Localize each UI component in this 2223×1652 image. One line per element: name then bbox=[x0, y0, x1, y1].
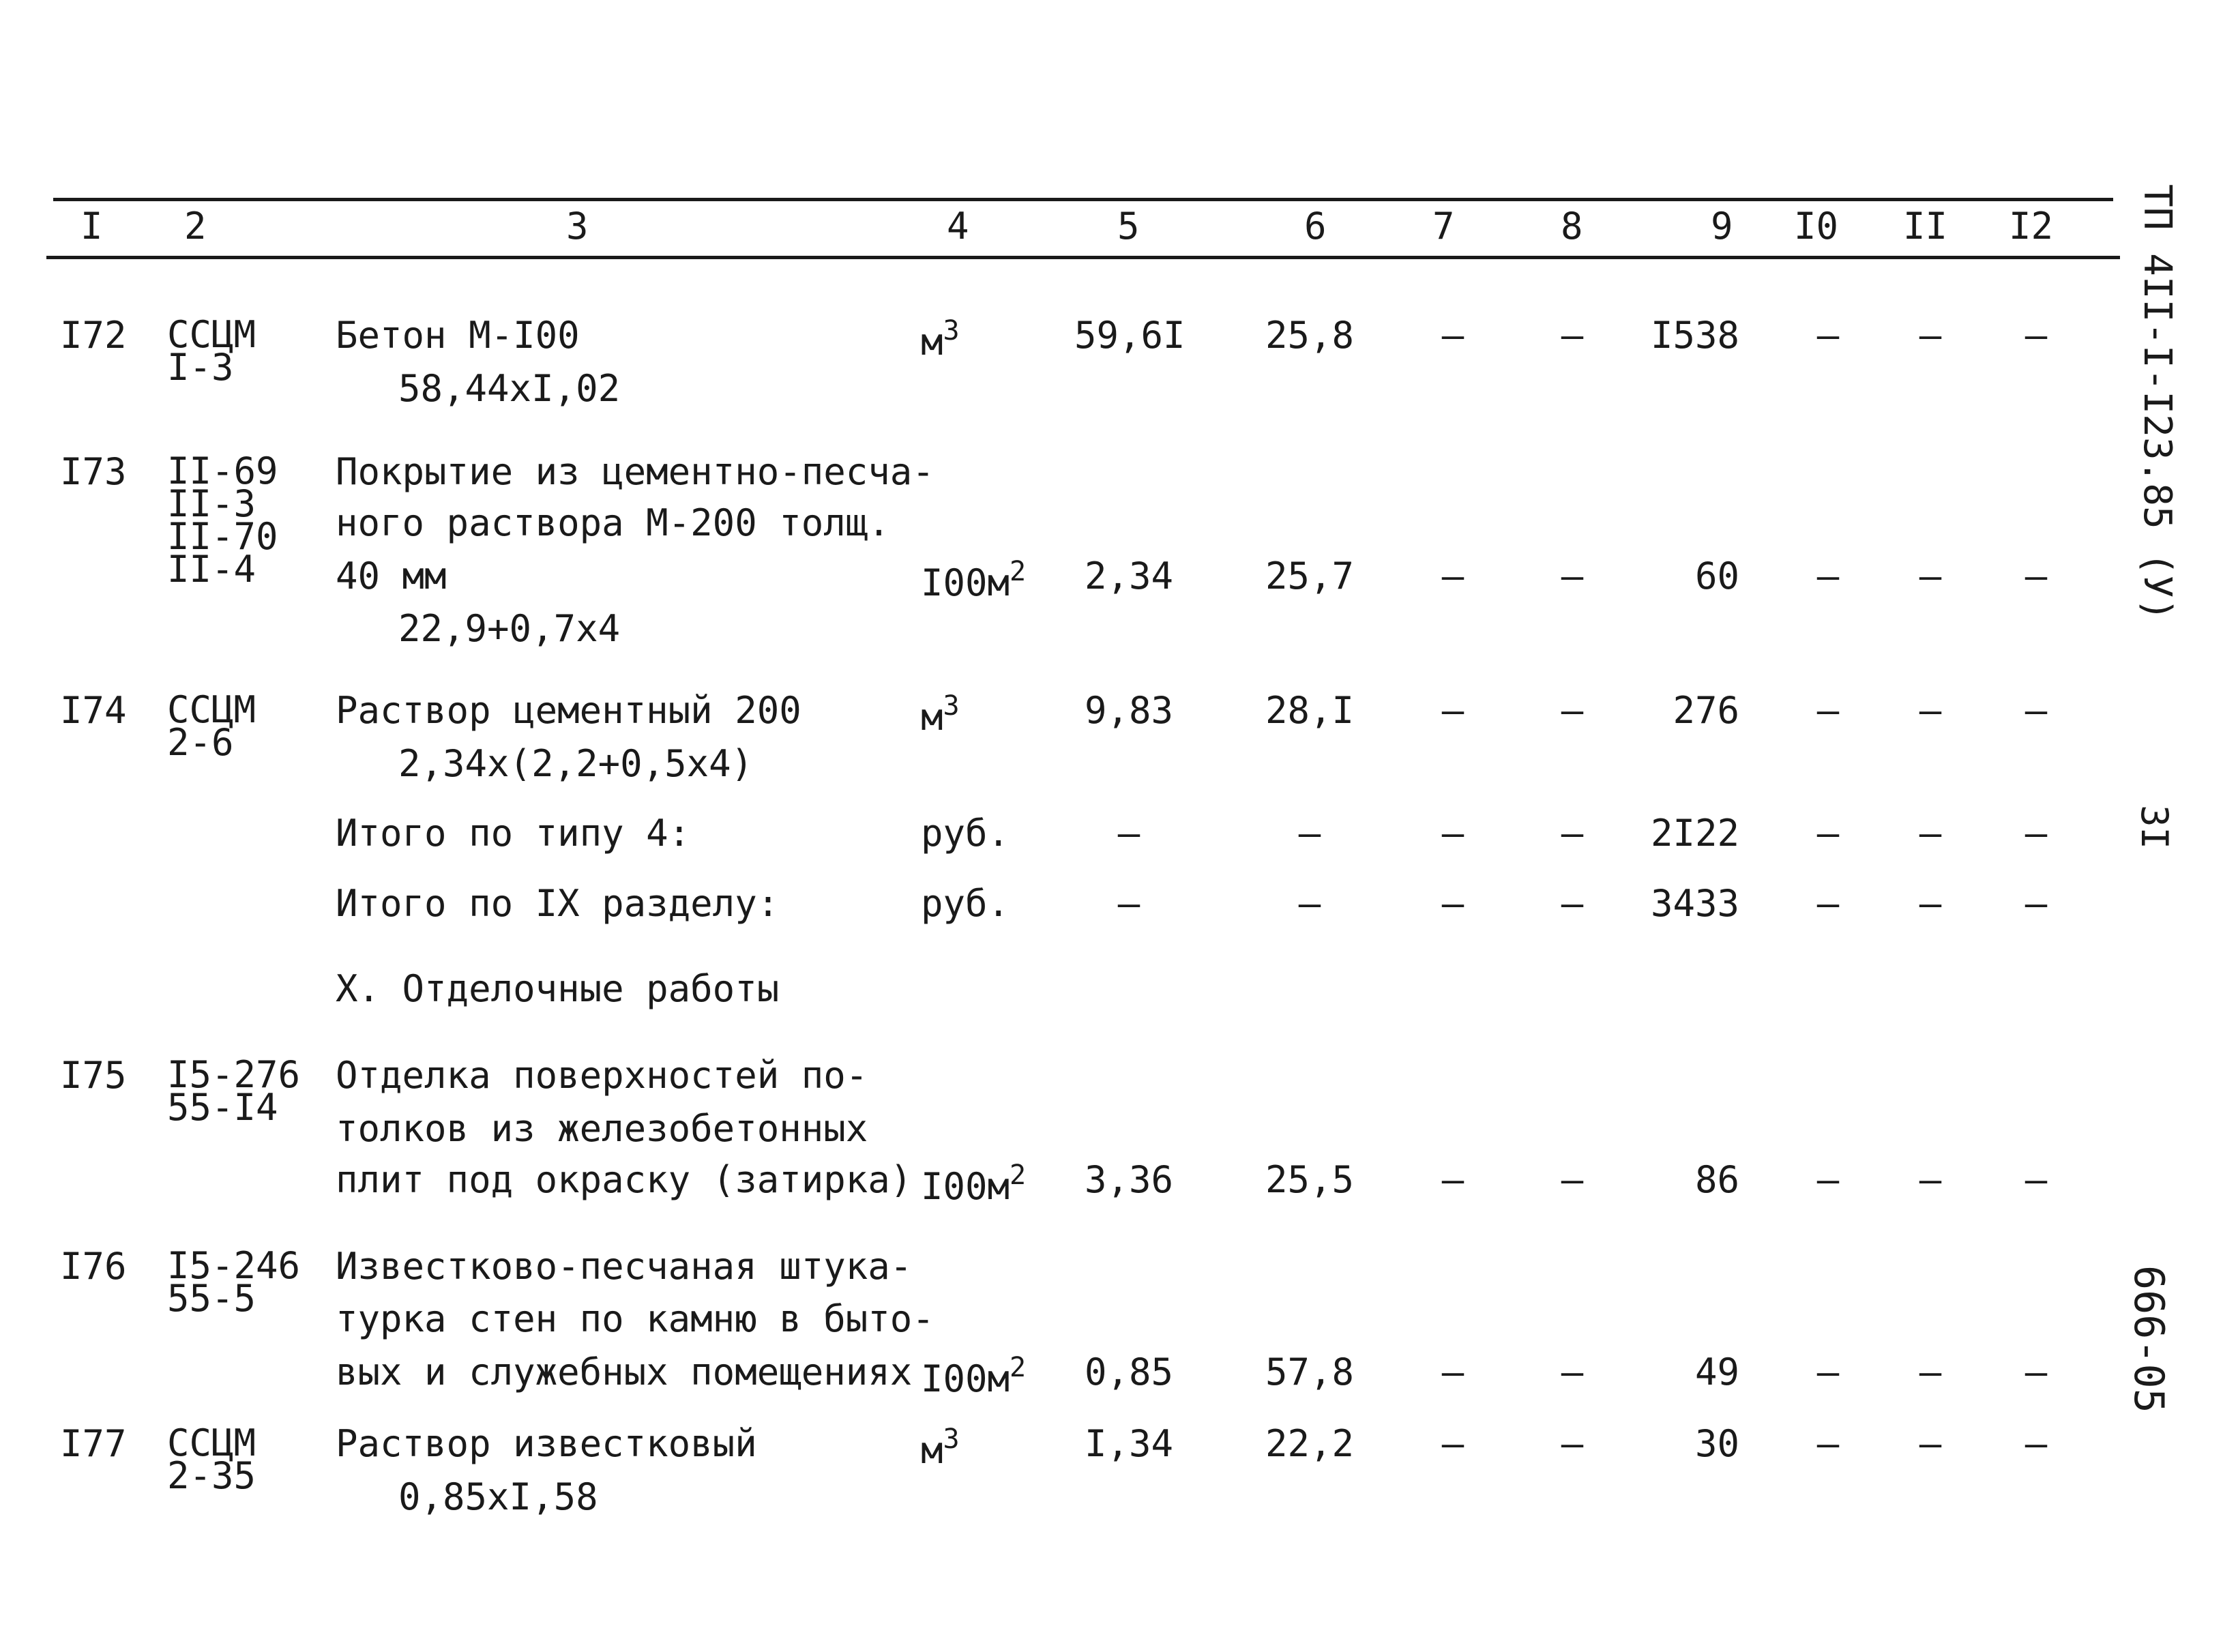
unit bbox=[921, 1424, 960, 1472]
col7-value: – bbox=[1441, 314, 1464, 357]
work-description: плит под окраску (затирка) bbox=[336, 1158, 913, 1201]
unit-superscript: 3 bbox=[943, 1424, 960, 1455]
row-number: I75 bbox=[60, 1054, 127, 1097]
col-header-3: 3 bbox=[566, 205, 589, 248]
unit-text: I00м bbox=[921, 1165, 1010, 1208]
norm-code: II-70 bbox=[167, 515, 278, 558]
quantity-calculation: 0,85хI,58 bbox=[398, 1475, 598, 1518]
row-number: I73 bbox=[60, 450, 127, 493]
col5-value: 3,36 bbox=[1084, 1158, 1174, 1201]
norm-code: II-3 bbox=[167, 482, 256, 525]
col5-value: I,34 bbox=[1084, 1422, 1174, 1465]
col9-value: 60 bbox=[1694, 555, 1739, 598]
col11-value: – bbox=[1919, 1351, 1942, 1393]
col-header-12: I2 bbox=[2009, 205, 2054, 248]
col-header-7: 7 bbox=[1432, 205, 1455, 248]
col9-value: 2I22 bbox=[1650, 812, 1739, 855]
col7-value: – bbox=[1441, 1422, 1464, 1465]
section-heading: Х. Отделочные работы bbox=[336, 967, 780, 1010]
row-number: I76 bbox=[60, 1245, 127, 1288]
norm-code: ССЦМ bbox=[167, 313, 256, 356]
work-description: Отделка поверхностей по- bbox=[336, 1054, 868, 1097]
col6-value: 22,2 bbox=[1265, 1422, 1355, 1465]
unit-text: м bbox=[921, 321, 943, 364]
col9-value: I538 bbox=[1650, 314, 1739, 357]
col12-value: – bbox=[2025, 689, 2048, 732]
col8-value: – bbox=[1561, 812, 1584, 855]
col10-value: – bbox=[1816, 1422, 1840, 1465]
col5-value: 2,34 bbox=[1084, 555, 1174, 598]
work-description: 40 мм bbox=[336, 555, 447, 598]
subtotal-label: Итого по IX разделу: bbox=[336, 882, 780, 925]
col8-value: – bbox=[1561, 314, 1584, 357]
col6-value: 25,7 bbox=[1265, 555, 1355, 598]
col5-value: 59,6I bbox=[1074, 314, 1186, 357]
unit-superscript: 3 bbox=[943, 315, 960, 346]
page-number: 3I bbox=[2133, 805, 2176, 850]
unit-text: м bbox=[921, 1429, 943, 1472]
col7-value: – bbox=[1441, 812, 1464, 855]
col-header-10: I0 bbox=[1794, 205, 1839, 248]
unit bbox=[921, 315, 960, 364]
col10-value: – bbox=[1816, 812, 1840, 855]
stamp-number: 666-05 bbox=[2125, 1265, 2173, 1413]
unit bbox=[921, 1354, 1026, 1398]
norm-code: 2-6 bbox=[167, 721, 234, 764]
unit-superscript: 2 bbox=[1010, 1160, 1027, 1191]
work-description: Бетон М-I00 bbox=[336, 314, 580, 357]
col8-value: – bbox=[1561, 882, 1584, 925]
col8-value: – bbox=[1561, 555, 1584, 598]
work-description: Известково-песчаная штука- bbox=[336, 1245, 913, 1288]
header-top-rule bbox=[53, 198, 2113, 201]
quantity-calculation: 58,44хI,02 bbox=[398, 367, 621, 410]
col10-value: – bbox=[1816, 689, 1840, 732]
col6-value: 25,8 bbox=[1265, 314, 1355, 357]
col-header-11: II bbox=[1903, 205, 1948, 248]
col10-value: – bbox=[1816, 314, 1840, 357]
col8-value: – bbox=[1561, 1158, 1584, 1201]
col9-value: 3433 bbox=[1650, 882, 1739, 925]
header-bottom-rule bbox=[46, 256, 2120, 259]
unit-text: I00м bbox=[921, 561, 1010, 604]
col-header-1: I bbox=[80, 205, 103, 248]
unit-text: I00м bbox=[921, 1357, 1010, 1400]
col12-value: – bbox=[2025, 812, 2048, 855]
work-description: Покрытие из цементно-песча- bbox=[336, 450, 934, 493]
norm-code: II-4 bbox=[167, 548, 256, 591]
col12-value: – bbox=[2025, 1158, 2048, 1201]
col7-value: – bbox=[1441, 1351, 1464, 1393]
col11-value: – bbox=[1919, 314, 1942, 357]
document-code: ТП 4II-I-I23.85 (У) bbox=[2135, 184, 2179, 621]
unit-superscript: 3 bbox=[943, 690, 960, 722]
row-number: I72 bbox=[60, 314, 127, 357]
col10-value: – bbox=[1816, 1351, 1840, 1393]
col11-value: – bbox=[1919, 1158, 1942, 1201]
work-description: Раствор известковый bbox=[336, 1422, 757, 1465]
norm-code: 2-35 bbox=[167, 1454, 256, 1497]
col-header-4: 4 bbox=[947, 205, 969, 248]
col12-value: – bbox=[2025, 882, 2048, 925]
unit bbox=[921, 690, 960, 739]
unit-superscript: 2 bbox=[1010, 556, 1027, 587]
col8-value: – bbox=[1561, 1422, 1584, 1465]
unit-text: м bbox=[921, 696, 943, 739]
col9-value: 276 bbox=[1673, 689, 1739, 732]
col12-value: – bbox=[2025, 1422, 2048, 1465]
norm-code: 55-I4 bbox=[167, 1086, 278, 1129]
col-header-6: 6 bbox=[1304, 205, 1327, 248]
col-header-2: 2 bbox=[184, 205, 207, 248]
col11-value: – bbox=[1919, 689, 1942, 732]
col6-value: – bbox=[1298, 812, 1321, 855]
col9-value: 49 bbox=[1694, 1351, 1739, 1393]
col-header-9: 9 bbox=[1711, 205, 1733, 248]
col12-value: – bbox=[2025, 314, 2048, 357]
col7-value: – bbox=[1441, 555, 1464, 598]
row-number: I74 bbox=[60, 689, 127, 732]
col7-value: – bbox=[1441, 882, 1464, 925]
col7-value: – bbox=[1441, 689, 1464, 732]
col6-value: 25,5 bbox=[1265, 1158, 1355, 1201]
col11-value: – bbox=[1919, 1422, 1942, 1465]
col-header-8: 8 bbox=[1561, 205, 1583, 248]
col11-value: – bbox=[1919, 882, 1942, 925]
work-description: вых и служебных помещениях bbox=[336, 1351, 913, 1393]
col11-value: – bbox=[1919, 812, 1942, 855]
norm-code: 55-5 bbox=[167, 1277, 256, 1320]
col10-value: – bbox=[1816, 555, 1840, 598]
work-description: Раствор цементный 200 bbox=[336, 689, 801, 732]
norm-code: I-3 bbox=[167, 346, 234, 389]
norm-code: I5-246 bbox=[167, 1244, 301, 1287]
col-header-5: 5 bbox=[1117, 205, 1140, 248]
unit: руб. bbox=[921, 882, 1010, 925]
quantity-calculation: 22,9+0,7х4 bbox=[398, 607, 621, 650]
norm-code: II-69 bbox=[167, 449, 278, 492]
col6-value: 57,8 bbox=[1265, 1351, 1355, 1393]
norm-code: ССЦМ bbox=[167, 688, 256, 731]
col12-value: – bbox=[2025, 1351, 2048, 1393]
unit bbox=[921, 558, 1026, 602]
col5-value: 9,83 bbox=[1084, 689, 1174, 732]
col11-value: – bbox=[1919, 555, 1942, 598]
col5-value: – bbox=[1117, 882, 1140, 925]
row-number: I77 bbox=[60, 1422, 127, 1465]
work-description: турка стен по камню в быто- bbox=[336, 1297, 934, 1340]
work-description: ного раствора М-200 толщ. bbox=[336, 501, 890, 544]
col9-value: 30 bbox=[1694, 1422, 1739, 1465]
work-description: толков из железобетонных bbox=[336, 1107, 868, 1150]
unit bbox=[921, 1160, 1027, 1208]
col9-value: 86 bbox=[1694, 1158, 1739, 1201]
col5-value: – bbox=[1117, 812, 1140, 855]
col7-value: – bbox=[1441, 1158, 1464, 1201]
norm-code: ССЦМ bbox=[167, 1421, 256, 1464]
norm-code: I5-276 bbox=[167, 1053, 301, 1096]
unit: руб. bbox=[921, 812, 1010, 855]
col6-value: 28,I bbox=[1265, 689, 1355, 732]
quantity-calculation: 2,34х(2,2+0,5х4) bbox=[398, 742, 754, 785]
col8-value: – bbox=[1561, 1351, 1584, 1393]
col12-value: – bbox=[2025, 555, 2048, 598]
col5-value: 0,85 bbox=[1084, 1351, 1174, 1393]
col6-value: – bbox=[1298, 882, 1321, 925]
unit-superscript: 2 bbox=[1010, 1352, 1027, 1383]
col10-value: – bbox=[1816, 882, 1840, 925]
col8-value: – bbox=[1561, 689, 1584, 732]
col10-value: – bbox=[1816, 1158, 1840, 1201]
subtotal-label: Итого по типу 4: bbox=[336, 812, 691, 855]
